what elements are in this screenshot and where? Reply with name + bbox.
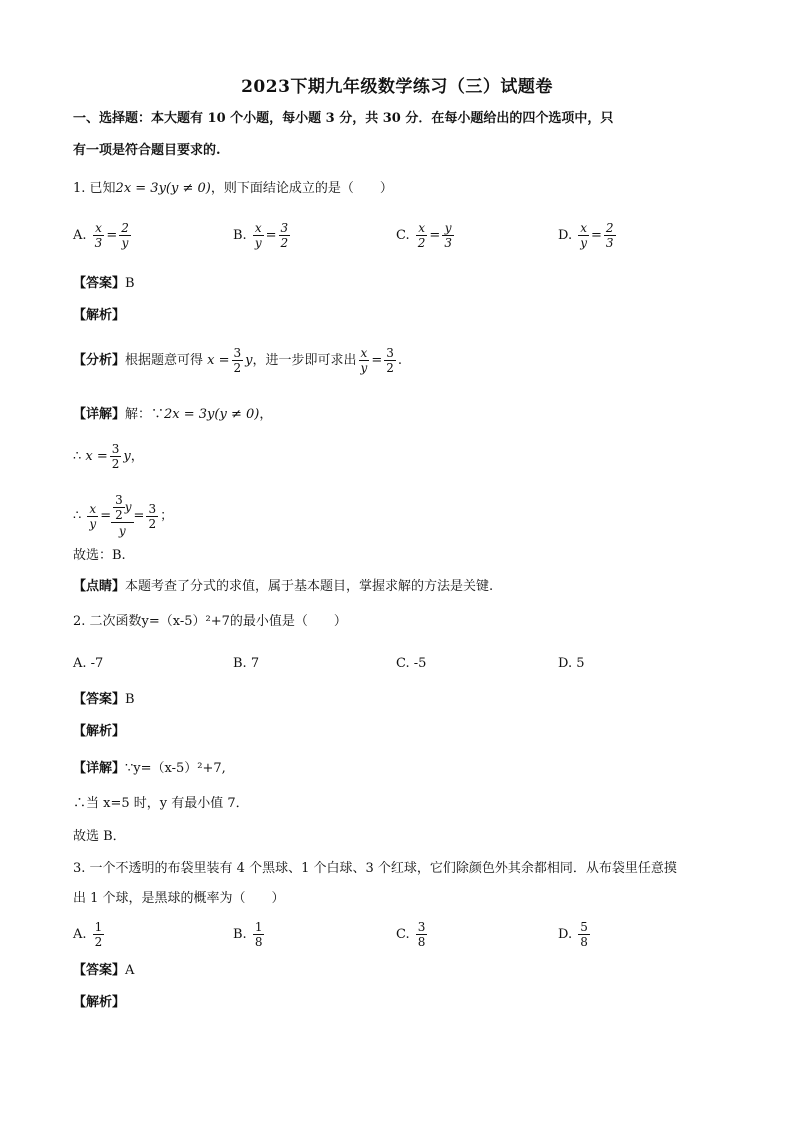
q1-option-a-label: A. (73, 228, 87, 243)
answer-label: 【答案】 (73, 963, 126, 978)
q1-step2: ∴ $\frac{x}{y}$ = $\frac{3}{2}$ y y= $\frac{3}{2}$ ； (73, 493, 174, 538)
page-title: 2023下期九年级数学练习（三）试题卷 (241, 77, 553, 97)
q3-option-b (233, 920, 266, 949)
q3-option-b-label: B. (233, 927, 247, 942)
q2-answer-value: B (125, 692, 135, 707)
q1-option-b-label: B. (233, 228, 247, 243)
q1-step1-end: ， (130, 449, 144, 464)
q1-b-eq: = (265, 228, 277, 243)
q3-answer (73, 963, 134, 979)
q3-a-frac: $\frac{1}{2}$ (94, 920, 103, 949)
q2-detail-text: ∵y=（x-5）²+7, (125, 761, 226, 776)
comment-label: 【点睛】 (73, 579, 126, 594)
q1-option-a (73, 221, 133, 250)
q1-option-c (396, 221, 456, 250)
q1-c-frac1: $\frac{x}{2}$ (417, 221, 426, 250)
q2-option-c: C. -5 (396, 656, 427, 671)
q3-option-a-label: A. (73, 927, 87, 942)
fenxi-label: 【分析】 (73, 353, 126, 368)
q2-option-b: B. 7 (233, 656, 260, 671)
q2-detail (73, 761, 226, 777)
q3-answer-value: A (125, 963, 135, 978)
q1-step2-nested-frac: $\frac{3}{2}$ y y (111, 493, 133, 539)
q1-step1 (73, 442, 144, 471)
q1-fenxi-x: x = (207, 353, 230, 368)
q3-analysis-label: 【解析】 (73, 995, 126, 1010)
q1-fenxi-y: y (245, 353, 253, 368)
q1-answer (73, 276, 135, 292)
section-instructions-line2: 有一项是符合题目要求的. (73, 143, 221, 158)
detail-label: 【详解】 (73, 761, 126, 776)
q1-d-frac1: $\frac{x}{y}$ (580, 221, 588, 250)
q2-option-d: D. 5 (558, 656, 585, 671)
answer-label: 【答案】 (73, 276, 126, 291)
q1-analysis-label: 【解析】 (73, 308, 126, 323)
q1-fenxi-mid: ，进一步即可求出 (252, 353, 357, 368)
q1-answer-value: B (125, 276, 135, 291)
q1-a-frac1: $\frac{x}{3}$ (94, 221, 103, 250)
q1-fenxi-frac2: $\frac{x}{y}$ (360, 346, 368, 375)
q3-option-c-label: C. (396, 927, 410, 942)
q1-option-d (558, 221, 618, 250)
q1-fenxi-frac3: $\frac{3}{2}$ (386, 346, 394, 375)
q1-step2-end: ； (160, 508, 174, 524)
detail-label: 【详解】 (73, 407, 126, 422)
q1-fenxi-frac: $\frac{3}{2}$ (233, 346, 242, 375)
q1-fenxi: 【分析】根据题意可得 x = $\frac{3}{2}$ y，进一步即可求出 $\frac{x}{y}$ = $\frac{3}{2}$ . (73, 346, 403, 375)
q2-stem: 2. 二次函数y=（x-5）²+7的最小值是（ ） (73, 614, 347, 629)
q2-conclusion: 故选 B． (73, 829, 126, 844)
q2-answer (73, 692, 135, 708)
q1-d-eq: = (591, 228, 602, 243)
q1-detail-math: 2x = 3y(y ≠ 0) (164, 407, 260, 422)
q1-detail-pre: 解：∵ (125, 407, 165, 422)
q3-stem-line1: 3. 一个不透明的布袋里装有 4 个黑球、1 个白球、3 个红球，它们除颜色外其余都相同．从布袋里任意摸 (73, 861, 677, 876)
q3-b-frac: $\frac{1}{8}$ (254, 920, 263, 949)
q1-d-frac2: $\frac{2}{3}$ (605, 221, 614, 250)
q1-stem-post: ，则下面结论成立的是（ ） (210, 181, 393, 196)
q3-option-d-label: D. (558, 927, 573, 942)
q1-c-eq: = (429, 228, 441, 243)
q1-detail-end: ， (259, 407, 273, 422)
q2-option-a: A. -7 (73, 656, 104, 671)
section-instructions-line1: 一、选择题：本大题有 10 个小题，每小题 3 分，共 30 分．在每小题给出的四个选项中，只 (73, 111, 614, 126)
q1-fenxi-end: . (397, 353, 403, 368)
q2-analysis-label: 【解析】 (73, 724, 126, 739)
q1-option-b (233, 221, 292, 250)
q3-option-a (73, 920, 106, 949)
q1-option-d-label: D. (558, 228, 573, 243)
q1-step2-frac1: $\frac{x}{y}$ (89, 501, 97, 531)
q1-a-frac2: $\frac{2}{y}$ (121, 221, 129, 250)
q1-stem-math: 2x = 3y(y ≠ 0) (115, 181, 211, 196)
q1-step2-pre: ∴ (73, 508, 82, 524)
q1-comment-text: 本题考查了分式的求值，属于基本题目，掌握求解的方法是关键. (125, 579, 494, 594)
q2-step: ∴当 x=5 时，y 有最小值 7． (73, 796, 249, 811)
q1-option-c-label: C. (396, 228, 410, 243)
q1-step1-frac: $\frac{3}{2}$ (111, 442, 120, 471)
q3-d-frac: $\frac{5}{8}$ (580, 920, 588, 949)
q3-option-d (558, 920, 592, 949)
q1-stem (73, 181, 393, 197)
q1-fenxi-pre: 根据题意可得 (125, 353, 204, 368)
q3-stem-line2: 出 1 个球，是黑球的概率为（ ） (73, 891, 285, 906)
q1-detail (73, 407, 272, 423)
q1-a-eq: = (106, 228, 118, 243)
q1-conclusion: 故选：B. (73, 548, 126, 563)
q1-stem-pre: 1. 已知 (73, 181, 116, 196)
q3-option-c (396, 920, 429, 949)
q1-b-frac2: $\frac{3}{2}$ (280, 221, 289, 250)
q1-c-frac2: $\frac{y}{3}$ (444, 221, 452, 250)
q1-comment (73, 579, 493, 595)
q1-step1-y: y (123, 449, 131, 464)
answer-label: 【答案】 (73, 692, 126, 707)
q3-c-frac: $\frac{3}{8}$ (417, 920, 426, 949)
q1-b-frac1: $\frac{x}{y}$ (254, 221, 262, 250)
q1-step2-frac3: $\frac{3}{2}$ (148, 501, 157, 531)
q1-step1-pre: ∴ (73, 449, 82, 464)
q1-step1-x: x = (85, 449, 108, 464)
